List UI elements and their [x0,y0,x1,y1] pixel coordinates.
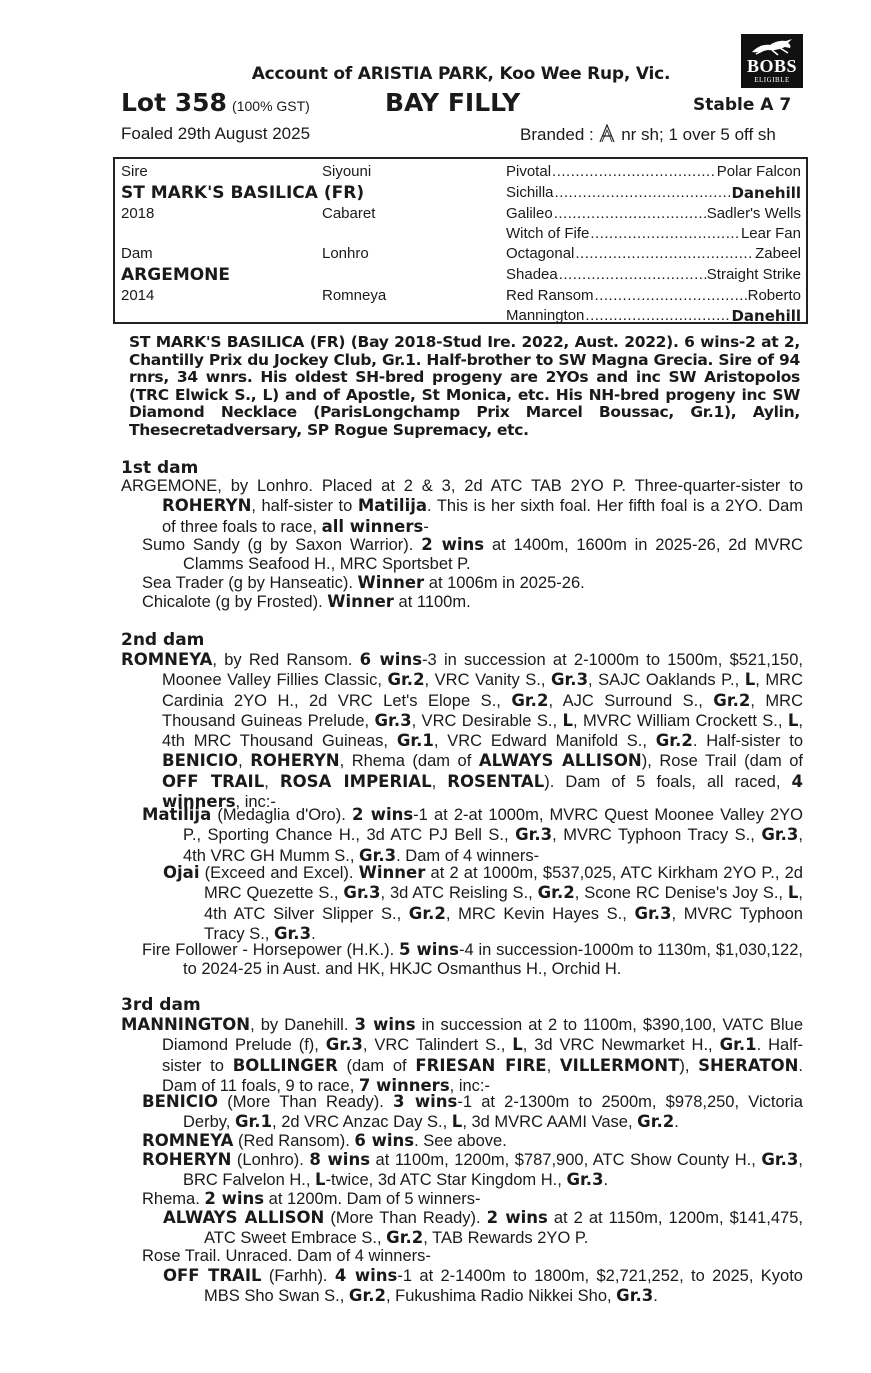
entry-text: , MVRC William Crockett S., [572,711,788,730]
bold-text: Gr.3 [761,1150,799,1169]
family-entry [142,805,803,866]
bold-text: ALWAYS ALLISON [163,1208,325,1227]
first-dam-heading: 1st dam [121,458,199,478]
bold-text: Gr.2 [537,883,575,903]
family-entry [142,573,803,593]
third-gen-dam: Galileo [506,205,553,222]
family-entry [142,535,803,575]
bold-text: FRIESAN FIRE [415,1055,547,1075]
logo-text-top: BOBS [746,56,798,76]
entry-text: , Fukushima Radio Nikkei Sho, [385,1287,617,1306]
bold-text: 2 wins [351,805,414,824]
entry-text: at 2 at 1000m, $537,025, ATC Kirkham 2YO P., 2d MRC Quezette S., [204,864,803,903]
branded-line [520,124,776,145]
dam-dam: Romneya [322,287,387,304]
bold-text: Gr.2 [637,1112,675,1132]
entry-text: at 2 at 1150m, 1200m, $141,475, ATC Sweet Embrace S., [204,1209,803,1248]
bold-text: Gr.3 [273,923,312,943]
entry-text: , VRC Vanity S., [424,671,551,690]
entry-text: Chicalote (g by Frosted). [142,593,328,611]
bold-text: ROHERYN [142,1150,232,1169]
leader-dots [559,266,706,283]
entry-text: , MRC Thousand Guineas Prelude, [162,691,804,730]
dam-sire: Lonhro [322,245,369,262]
entry-text: , inc:- [235,793,276,812]
entry-text: (Red Ransom). [233,1132,355,1150]
branded-details: nr sh; 1 over 5 off sh [621,125,776,144]
entry-text: ), Rose Trail (dam of [641,752,803,771]
family-entry [142,1150,803,1191]
bold-text: Winner [327,592,394,611]
bold-text: L [787,883,799,903]
entry-text: , AJC Surround S., [548,691,714,710]
bold-text: L [562,710,573,730]
bold-text: 2 wins [421,535,485,554]
entry-text: . Half-sister to [692,732,804,751]
entry-text: , 4th VRC GH Mumm S., [183,826,803,865]
entry-text: . Dam of 4 winners- [396,846,540,865]
family-entry [142,592,803,612]
sire-name: ST MARK'S BASILICA (FR) [121,183,365,203]
family-entry [121,477,803,537]
sire-dam: Cabaret [322,205,376,222]
sire-sire: Siyouni [322,163,372,180]
third-gen-sire: Danehill [731,307,801,325]
entry-text: -1 at 2-1300m to 2500m, $978,250, Victoria Derby, [183,1093,803,1132]
entry-text: . Half-sister to [162,1036,803,1075]
leader-dots [575,245,754,262]
entry-text: , VRC Desirable S., [411,711,563,730]
entry-text: , 4th ATC Silver Slipper S., [204,884,804,923]
family-entry [142,1247,803,1266]
bold-text: 8 wins [309,1150,371,1169]
bold-text: 3 wins [393,1092,458,1111]
bold-text: Gr.2 [511,690,549,710]
entry-text: Sea Trader (g by Hanseatic). [142,574,358,592]
bold-text: L [315,1170,326,1190]
entry-text: , [546,1056,560,1075]
bold-text: Gr.3 [374,710,412,730]
entry-text: , SAJC Oaklands P., [588,671,745,690]
entry-text: , [264,772,280,791]
bold-text: Gr.3 [634,903,672,923]
entry-text: . [674,1113,679,1132]
sire-label: Sire [121,163,148,180]
leader-dots [590,225,740,242]
bold-text: OFF TRAIL [163,1266,262,1285]
third-gen-sire: Sadler's Wells [706,205,801,222]
third-gen-row [506,163,801,180]
bold-text: MANNINGTON [121,1015,251,1034]
third-gen-row [506,245,801,262]
third-gen-dam: Witch of Fife [506,225,590,242]
entry-text: , VRC Talindert S., [362,1036,513,1055]
bold-text: Gr.2 [387,670,425,690]
bold-text: Gr.2 [655,731,693,751]
third-gen-row [506,225,801,242]
bold-text: OFF TRAIL [162,771,265,791]
entry-text: -1 at 2-at 1000m, MVRC Quest Moonee Valley 2YO P., Sporting Chance H., 3d ATC PJ Bell S., [183,806,803,845]
bold-text: Matilija [357,496,428,516]
entry-text: -4 in succession-1000m to 1130m, $1,030,122, to 2024-25 in Aust. and HK, HKJC Osmanthus H., Orchid H. [183,941,803,979]
entry-text: , MRC Kevin Hayes S., [445,904,635,923]
entry-text: - [423,517,429,536]
entry-text: , BRC Falvelon H., [183,1151,803,1190]
third-gen-sire: Danehill [731,184,801,202]
entry-text: , by Red Ransom. [212,651,360,669]
horse-description: BAY FILLY [385,88,521,117]
third-gen-row [506,307,801,325]
entry-text: , half-sister to [251,497,358,516]
bold-text: Matilija [142,805,212,824]
third-gen-dam: Red Ransom [506,287,594,304]
entry-text: Sumo Sandy (g by Saxon Warrior). [142,536,422,554]
family-entry [142,1092,803,1133]
bold-text: all winners [321,516,424,536]
bold-text: 2 wins [204,1189,265,1208]
entry-text: . Dam of 11 foals, 9 to race, [162,1056,804,1095]
leader-dots [554,205,706,222]
bold-text: L [787,710,799,730]
bold-text: Gr.3 [343,883,381,903]
bold-text: Gr.3 [616,1286,654,1306]
entry-text: (Exceed and Excel). [199,864,359,882]
entry-text: (Lonhro). [231,1151,310,1169]
entry-text: , 3d VRC Newmarket H., [522,1036,720,1055]
third-dam-heading: 3rd dam [121,995,201,1015]
bold-text: 6 wins [354,1131,415,1150]
third-gen-dam: Octagonal [506,245,575,262]
entry-text: (dam of [337,1056,416,1075]
entry-text: , [238,752,251,771]
third-gen-row [506,287,801,304]
family-entry [142,1189,803,1209]
branded-label: Branded : [520,125,594,144]
entry-text: , TAB Rewards 2YO P. [423,1229,589,1248]
entry-text: , 3d ATC Reisling S., [380,884,538,903]
third-gen-sire: Roberto [747,287,801,304]
entry-text: , inc:- [449,1076,490,1095]
entry-text: , by Danehill. [250,1016,355,1034]
horse-icon [750,38,794,56]
dam-label: Dam [121,245,153,262]
bold-text: Gr.3 [359,845,397,865]
bold-text: 2 wins [486,1208,548,1227]
bold-text: SHERATON [698,1055,799,1075]
entry-text: ), [679,1056,699,1075]
third-gen-sire: Polar Falcon [716,163,801,180]
family-entry [142,1131,803,1151]
bold-text: ROSENTAL [447,771,545,791]
entry-text: at 1100m, 1200m, $787,900, ATC Show County H., [370,1151,762,1169]
entry-text: , 3d MVRC AAMI Vase, [462,1113,638,1132]
entry-text: , 2d VRC Anzac Day S., [272,1113,452,1132]
entry-text: , MRC Cardinia 2YO H., 2d VRC Let's Elope S., [162,671,803,710]
entry-text: . [603,1171,609,1190]
lot-line [121,88,310,117]
third-gen-sire: Zabeel [755,245,801,262]
third-gen-row [506,205,801,222]
bold-text: 3 wins [354,1015,416,1034]
entry-text: ). Dam of 5 foals, all raced, [544,772,792,791]
foaled-date: Foaled 29th August 2025 [121,124,311,143]
entry-text: , MVRC Typhoon Tracy S., [204,904,803,943]
bold-text: ROHERYN [162,496,252,516]
entry-text: . [653,1287,658,1306]
bold-text: Gr.1 [234,1112,273,1132]
entry-text: (More Than Ready). [324,1209,487,1227]
bold-text: Gr.3 [515,825,553,845]
third-gen-dam: Mannington [506,307,585,324]
entry-text: at 1100m. [393,593,471,611]
bold-text: 6 wins [359,650,423,669]
entry-text: Rhema. [142,1190,205,1208]
entry-text: , VRC Edward Manifold S., [433,732,656,751]
bold-text: Gr.3 [325,1035,363,1055]
entry-text: at 1006m in 2025-26. [424,574,585,592]
bold-text: 4 wins [334,1266,398,1285]
third-gen-sire: Lear Fan [740,225,801,242]
entry-text: -twice, 3d ATC Star Kingdom H., [325,1171,567,1190]
third-gen-row [506,184,801,202]
bold-text: 5 wins [399,940,459,959]
entry-text: . [311,924,316,943]
bold-text: ROMNEYA [121,650,213,669]
entry-text: , 4th MRC Thousand Guineas, [162,711,803,751]
bold-text: Winner [358,863,426,882]
entry-text: , Scone RC Denise's Joy S., [574,884,788,903]
leader-dots [552,163,716,180]
vendor-account: Account of ARISTIA PARK, Koo Wee Rup, Vic. [251,64,671,84]
bold-text: VILLERMONT [559,1055,680,1075]
bold-text: Gr.3 [550,670,589,690]
entry-text: at 1200m. Dam of 5 winners- [264,1190,481,1208]
entry-text: , [431,772,448,791]
bold-text: Winner [357,573,425,592]
bold-text: Gr.2 [348,1286,386,1306]
entry-text: in succession at 2 to 1100m, $390,100, VATC Blue Diamond Prelude (f), [162,1016,803,1055]
logo-text-bottom: ELIGIBLE [754,76,790,84]
third-gen-dam: Shadea [506,266,558,283]
bold-text: Gr.1 [719,1035,757,1055]
entry-text: Fire Follower - Horsepower (H.K.). [142,941,400,959]
bold-text: Gr.3 [566,1170,604,1190]
entry-text: ARGEMONE, by Lonhro. Placed at 2 & 3, 2d ATC TAB 2YO P. Three-quarter-sister to [121,477,803,495]
entry-text: -3 in succession at 2-1000m to 1500m, $521,150, Moonee Valley Fillies Classic, [162,651,803,690]
family-entry [142,940,803,980]
bold-text: Gr.3 [761,825,799,845]
bold-text: L [451,1112,463,1132]
entry-text: -1 at 2-1400m to 1800m, $2,721,252, to 2025, Kyoto MBS Sho Swan S., [204,1267,803,1306]
bold-text: BENICIO [162,751,239,771]
bold-text: ROMNEYA [142,1131,234,1150]
gst-note: (100% GST) [232,98,310,114]
family-entry [163,1208,803,1249]
bold-text: 4 winners [162,771,804,812]
entry-text: (More Than Ready). [218,1093,394,1111]
bold-text: Gr.2 [713,690,751,710]
entry-text: (Farhh). [261,1267,335,1285]
bold-text: Gr.1 [396,731,434,751]
family-entry [121,650,803,812]
leader-dots [585,307,730,325]
third-gen-dam: Pivotal [506,163,552,180]
leader-dots [595,287,747,304]
entry-text: , Rhema (dam of [339,752,479,771]
lot-number: Lot 358 [121,88,227,117]
bold-text: Gr.2 [386,1228,424,1248]
entry-text: at 1400m, 1600m in 2025-26, 2d MVRC Clamms Seafood H., MRC Sportsbet P. [183,536,803,574]
family-entry [163,1266,803,1307]
bold-text: ALWAYS ALLISON [478,751,642,771]
leader-dots [555,184,731,202]
third-gen-sire: Straight Strike [706,266,801,283]
stable-location: Stable A 7 [693,95,792,115]
family-entry [163,863,803,944]
third-gen-row [506,266,801,283]
second-dam-heading: 2nd dam [121,630,205,650]
pedigree-table [113,157,808,324]
dam-name: ARGEMONE [121,265,231,285]
entry-text: . See above. [414,1132,507,1150]
bold-text: Ojai [163,863,200,882]
brand-mark-icon [599,124,615,143]
bold-text: ROSA IMPERIAL [279,771,432,791]
sire-summary: ST MARK'S BASILICA (FR) (Bay 2018-Stud Ire. 2022, Aust. 2022). 6 wins-2 at 2, Chantilly Prix du Jockey Club, Gr.1. Half-brother to SW Magna Grecia. Sire of 94 rnrs, 34 wnrs. His oldest SH-bred progeny are 2YOs and inc SW Aristopolos (TRC Elwick S., L) and of Apostle, St Monica, etc. His NH-bred progeny inc SW Diamond Necklace (ParisLongchamp Prix Marcel Boussac, Gr.1), Aylin, Thesecretadversary, SP Rogue Supremacy, etc. [129,333,800,439]
bold-text: 7 winners [358,1075,450,1095]
family-entry [121,1015,803,1096]
bold-text: BOLLINGER [232,1055,338,1075]
bold-text: Gr.2 [408,903,446,923]
bold-text: L [512,1035,523,1055]
entry-text: (Medaglia d'Oro). [211,806,352,824]
entry-text: . This is her sixth foal. Her fifth foal is a 2YO. Dam of three foals to race, [162,497,803,536]
entry-text: , MVRC Typhoon Tracy S., [552,826,762,845]
third-gen-dam: Sichilla [506,184,554,201]
bold-text: L [744,670,756,690]
entry-text: Rose Trail. Unraced. Dam of 4 winners- [142,1247,431,1265]
sire-year: 2018 [121,205,155,222]
bold-text: ROHERYN [250,751,340,771]
bold-text: BENICIO [142,1092,219,1111]
dam-year: 2014 [121,287,155,304]
